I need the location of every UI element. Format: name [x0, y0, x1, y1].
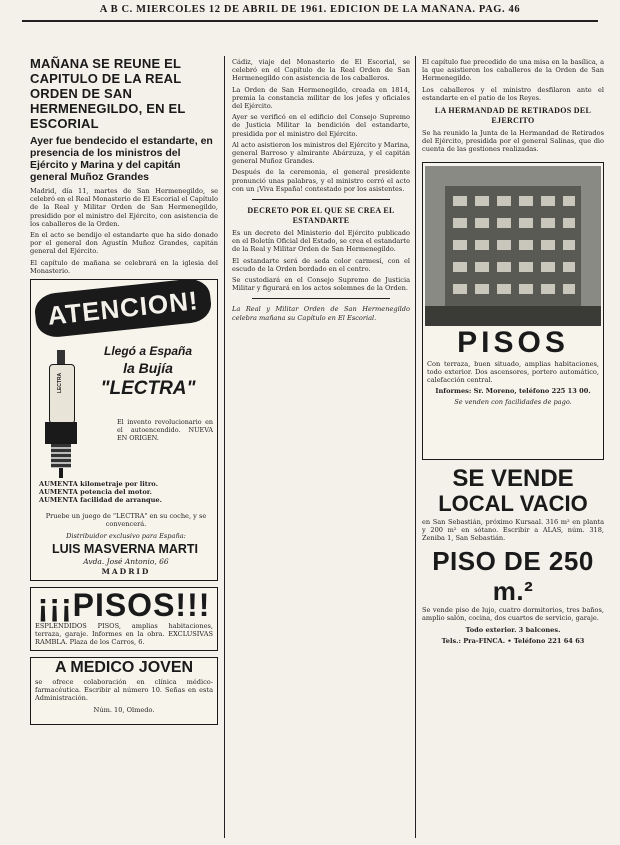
pisos-building-contact: Informes: Sr. Moreno, teléfono 225 13 00.: [435, 387, 591, 396]
spark-plug-icon: LECTRA: [43, 350, 79, 480]
column-middle: [232, 58, 410, 838]
article-paragraph: Ayer se verificó en el edificio del Consejo Supremo de Justicia Militar la bendición del estandarte, presidida por el ministro del Ejército.: [232, 113, 410, 138]
section-rule: [252, 199, 390, 200]
pisos-building-footer: Se venden con facilidades de pago.: [454, 398, 572, 407]
local-vacio-advertisement: [422, 466, 604, 543]
article-headline: MAÑANA SE REUNE EL CAPITULO DE LA REAL ORDEN DE SAN HERMENEGILDO, EN EL ESCORIAL: [30, 56, 186, 131]
piso-250-advertisement: [422, 546, 604, 645]
decree-section-title: DECRETO POR EL QUE SE CREA EL ESTANDARTE: [247, 206, 395, 226]
lectra-tagline-1: Llegó a España: [103, 344, 193, 359]
lectra-dealer-address: Avda. José Antonio, 66: [83, 557, 169, 567]
article-paragraph: Al acto asistieron los ministros del Ejército y Marina, general Barroso y almirante Abárzuza, y el capitán general Muñoz Grandes.: [232, 140, 410, 166]
column-left: [30, 56, 218, 838]
pisos-ad-title: ¡¡¡PISOS!!!: [37, 587, 211, 624]
lectra-benefits-list: [39, 480, 215, 505]
medico-ad-footer: Núm. 10, Olmedo.: [93, 705, 155, 714]
pisos-building-advertisement: [422, 162, 604, 460]
article-paragraph: El estandarte será de seda color carmesí, con el escudo de la Orden bordado en el centro.: [232, 256, 410, 273]
pisos-ad-text: ESPLENDIDOS PISOS, amplias habitaciones, terraza, garaje. Informes en la obra. EXCLUSIVAS RAMBLA. Plaza de los Carros, 6.: [35, 622, 213, 647]
section-rule: [252, 298, 390, 299]
hermandad-section-text: Se ha reunido la Junta de la Hermandad de Retirados del Ejército, presidida por el general Salinas, que dio cuenta de las gestiones realizadas.: [422, 129, 604, 154]
building-illustration: [425, 166, 601, 326]
benefit-item: AUMENTA facilidad de arranque.: [39, 496, 162, 505]
header-rule: [22, 20, 598, 22]
article-paragraph: Se custodiará en el Consejo Supremo de Justicia Militar y figurará en los actos solemnes de la Orden.: [232, 276, 410, 293]
column-right: [422, 58, 604, 838]
article-paragraph: Madrid, día 11, martes de San Hermenegildo, se celebró en el Real Monasterio de El Escorial el Capítulo de la Real y Militar Orden de San Hermenegildo, presidido por el ministro del Ejército, con asistencia de los caballeros de la Orden.: [30, 187, 218, 228]
lectra-dealer-city: MADRID: [101, 567, 151, 577]
piso-250-text: Se vende piso de lujo, cuatro dormitorios, tres baños, amplio salón, cocina, dos cuartos de servicio, garaje.: [422, 606, 604, 623]
benefit-item: AUMENTA kilometraje por litro.: [39, 480, 158, 489]
article-paragraph: Después de la ceremonia, el general presidente pronunció unas palabras, y el ministro cerró el acto con un ¡Viva España! contestado por los asistentes.: [232, 168, 410, 193]
piso-250-footer: Todo exterior. 3 balcones.: [465, 625, 561, 634]
local-ad-text: en San Sebastián, próximo Kursaal. 316 m² en planta y 200 m² en sótano. Escribir a ALAS, núm. 318, Zeniba 1, San Sebastián.: [422, 517, 604, 543]
article-paragraph: La Orden de San Hermenegildo, creada en 1814, premia la constancia militar de los jefes y oficiales del Ejército.: [232, 85, 410, 111]
medico-ad-title: A MEDICO JOVEN: [54, 659, 194, 677]
local-ad-title-1: SE VENDE: [452, 464, 574, 492]
lectra-brand: "LECTRA": [100, 378, 196, 400]
medico-advertisement: [30, 657, 218, 725]
article-paragraph: El capítulo fue precedido de una misa en la basílica, a la que asistieron los caballeros de la Orden de San Hermenegildo.: [422, 58, 604, 83]
page-header: A B C. MIERCOLES 12 DE ABRIL DE 1961. EDICION DE LA MAÑANA. PAG. 46: [99, 4, 521, 15]
article-subheadline: Ayer fue bendecido el estandarte, en presencia de los ministros del Ejército y Marina y del capitán general Muñoz Grandes: [30, 135, 213, 183]
piso-250-title: PISO DE 250 m.²: [432, 546, 594, 607]
piso-250-phone: Tels.: Pra-FINCA. • Teléfono 221 64 63: [441, 636, 585, 645]
article-paragraph: El capítulo de mañana se celebrará en la iglesia del Monasterio.: [30, 258, 218, 275]
hermandad-section-title: LA HERMANDAD DE RETIRADOS DEL EJERCITO: [434, 106, 592, 126]
benefit-item: AUMENTA potencia del motor.: [39, 488, 152, 497]
atencion-banner-text: ATENCION!: [46, 285, 200, 331]
lectra-advertisement: [30, 279, 218, 581]
article-paragraph: Es un decreto del Ministerio del Ejército publicado en el Boletín Oficial del Estado, se crea el estandarte de la Real y Militar Orden de San Hermenegildo.: [232, 229, 410, 254]
pisos-advertisement: [30, 587, 218, 651]
article-paragraph: En el acto se bendijo el estandarte que ha sido donado por el general don Agustín Muñoz Grandes, capitán general del Ejército.: [30, 231, 218, 256]
medico-ad-text: se ofrece colaboración en clínica médico-farmacéutica. Escribir al número 10. Señas en esta Administración.: [35, 678, 213, 703]
lectra-dealer-name: LUIS MASVERNA MARTI: [51, 542, 199, 557]
column-divider-2: [415, 56, 416, 838]
article-caption: La Real y Militar Orden de San Hermenegildo celebra mañana su Capítulo en El Escorial.: [232, 305, 410, 322]
lectra-dealer-title: Distribuidor exclusivo para España:: [66, 532, 186, 541]
lectra-tagline-2: la Bujía: [123, 360, 173, 377]
lectra-trial-text: Pruebe un juego de "LECTRA" en su coche, y se convencerá.: [45, 512, 207, 529]
column-divider-1: [224, 56, 225, 838]
pisos-building-text: Con terraza, buen situado, amplias habitaciones, todo exterior. Dos ascensores, portero automático, calefacción central.: [427, 359, 599, 385]
article-paragraph: Cádiz, viaje del Monasterio de El Escorial, se celebró en el Capítulo de la Real Orden de San Hermenegildo con asistencia de los caballeros.: [232, 58, 410, 83]
local-ad-title-2: LOCAL VACIO: [438, 490, 588, 516]
lectra-description: El invento revolucionario en el autoencendido. NUEVA EN ORIGEN.: [117, 418, 213, 443]
pisos-building-title: PISOS: [457, 325, 569, 359]
article-paragraph: Los caballeros y el ministro desfilaron ante el estandarte en el patio de los Reyes.: [422, 85, 604, 102]
